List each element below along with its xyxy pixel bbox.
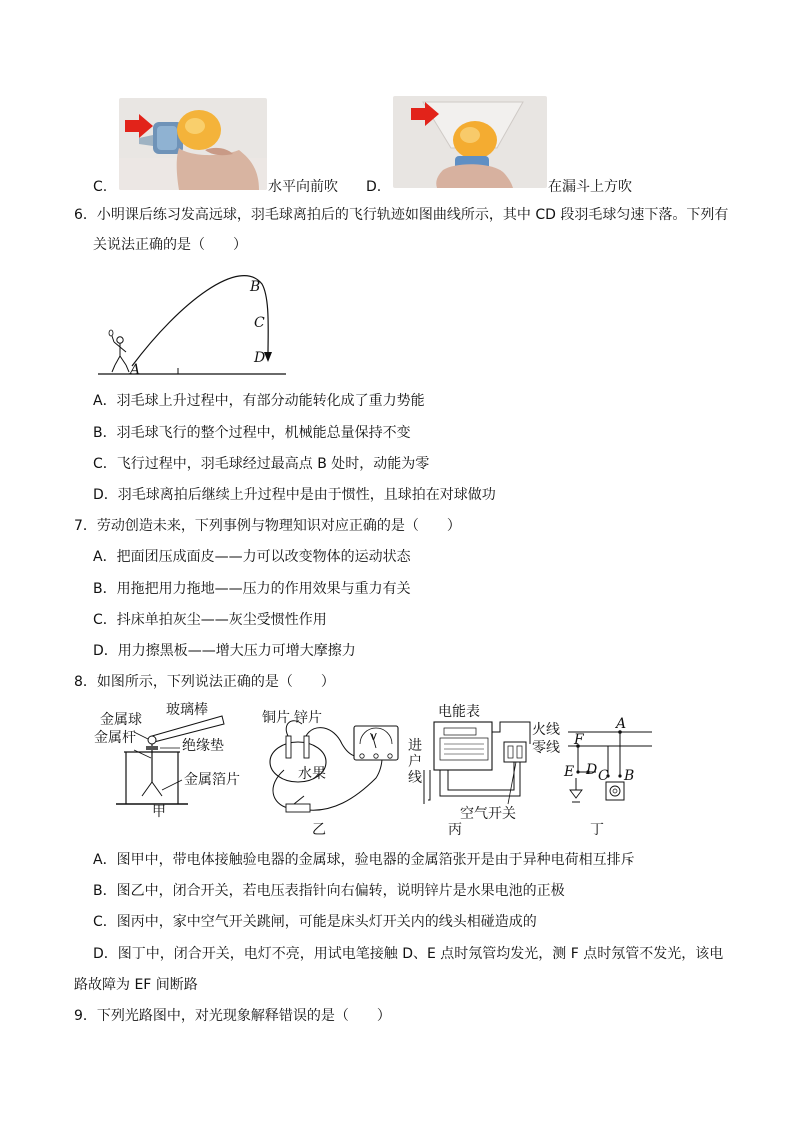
q8-bing-incoming-1: 进 — [408, 738, 422, 754]
q8-figure-jia — [90, 700, 260, 820]
q8-ding-point-e: E — [564, 764, 575, 780]
q8-option-b: B．图乙中，闭合开关，若电压表指针向右偏转，说明锌片是水果电池的正极 — [93, 883, 565, 899]
q6-option-a: A．羽毛球上升过程中，有部分动能转化成了重力势能 — [93, 393, 425, 409]
q8-figure-bing — [404, 700, 540, 840]
q8-figure-ding — [532, 716, 656, 840]
q7-option-a: A．把面团压成面皮——力可以改变物体的运动状态 — [93, 549, 411, 565]
q8-ding-point-d: D — [586, 762, 598, 778]
q9-stem: 9．下列光路图中，对光现象解释错误的是（ ） — [74, 1008, 391, 1024]
q8-yi-caption: 乙 — [312, 822, 326, 838]
q6-option-c: C．飞行过程中，羽毛球经过最高点 B 处时，动能为零 — [93, 456, 430, 472]
q6-point-c: C — [254, 315, 265, 331]
q7-option-b: B．用拖把用力拖地——压力的作用效果与重力有关 — [93, 581, 411, 597]
q8-ding-point-f: F — [574, 732, 584, 748]
q5-option-c-letter: C. — [93, 179, 108, 195]
q6-point-a: A — [130, 362, 141, 378]
q6-point-b: B — [250, 279, 261, 295]
q8-jia-glass-rod-label: 玻璃棒 — [166, 702, 208, 718]
q6-point-d: D — [254, 350, 266, 366]
q8-ding-neutral-label: 零线 — [532, 740, 560, 756]
q8-jia-caption: 甲 — [152, 804, 166, 820]
q6-trajectory-figure — [90, 262, 290, 378]
q6-option-b: B．羽毛球飞行的整个过程中，机械能总量保持不变 — [93, 425, 411, 441]
q8-ding-point-b: B — [624, 768, 635, 784]
q6-stem-line1: 6．小明课后练习发高远球，羽毛球离拍后的飞行轨迹如图曲线所示，其中 CD 段羽毛球匀速下落。下列有 — [74, 207, 729, 223]
q8-option-d-line1: D．图丁中，闭合开关，电灯不亮，用试电笔接触 D、E 点时氖管均发光，测 F 点时氖管不发光，该电 — [93, 946, 724, 962]
q8-ding-point-c: C — [598, 768, 609, 784]
q7-option-c: C．抖床单拍灰尘——灰尘受惯性作用 — [93, 612, 327, 628]
q5-photo-d — [393, 96, 547, 188]
q5-option-d-letter: D. — [366, 179, 382, 195]
q8-yi-zinc-label: 锌片 — [294, 710, 322, 726]
q5-option-d-caption: 在漏斗上方吹 — [548, 179, 632, 195]
q8-jia-insulator-label: 绝缘垫 — [182, 738, 224, 754]
q8-bing-meter-label: 电能表 — [438, 704, 480, 720]
blowing-bottle-photo-c — [119, 98, 267, 190]
q6-stem-line2: 关说法正确的是（ ） — [93, 237, 247, 253]
q8-yi-fruit-label: 水果 — [298, 766, 326, 782]
q8-ding-live-label: 火线 — [532, 722, 560, 738]
q8-option-d-line2: 路故障为 EF 间断路 — [74, 977, 198, 993]
q8-stem: 8．如图所示，下列说法正确的是（ ） — [74, 674, 335, 690]
q8-bing-breaker-label: 空气开关 — [460, 806, 516, 822]
q8-jia-foil-label: 金属箔片 — [184, 772, 240, 788]
q8-bing-caption: 丙 — [448, 822, 462, 838]
q5-photo-c — [119, 98, 267, 190]
q5-option-c-caption: 水平向前吹 — [268, 179, 338, 195]
q8-ding-caption: 丁 — [590, 822, 604, 838]
q6-option-d: D．羽毛球离拍后继续上升过程中是由于惯性，且球拍在对球做功 — [93, 487, 496, 503]
q8-ding-point-a: A — [616, 716, 627, 732]
funnel-photo-d — [393, 96, 547, 188]
q8-option-c: C．图丙中，家中空气开关跳闸，可能是床头灯开关内的线头相碰造成的 — [93, 914, 537, 930]
q8-jia-metal-rod-label: 金属杆 — [94, 730, 136, 746]
q8-yi-copper-label: 铜片 — [262, 710, 290, 726]
q8-jia-metal-ball-label: 金属球 — [100, 712, 142, 728]
q7-stem: 7．劳动创造未来，下列事例与物理知识对应正确的是（ ） — [74, 518, 461, 534]
q8-option-a: A．图甲中，带电体接触验电器的金属球，验电器的金属箔张开是由于异种电荷相互排斥 — [93, 852, 635, 868]
q8-yi-meter-v-label: V — [370, 732, 377, 743]
q8-figure-yi — [258, 700, 408, 838]
q8-bing-incoming-2: 户 — [408, 754, 422, 770]
q7-option-d: D．用力擦黑板——增大压力可增大摩擦力 — [93, 643, 356, 659]
q8-bing-incoming-3: 线 — [408, 770, 422, 786]
